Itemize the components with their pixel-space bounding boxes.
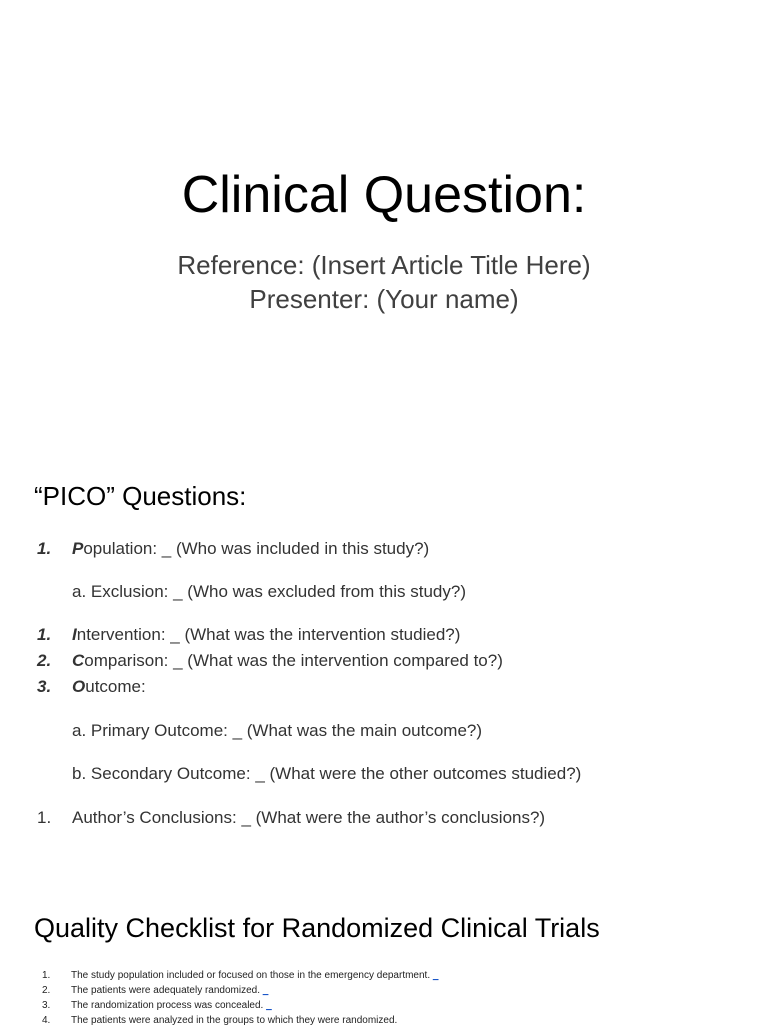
pico-text: opulation: _ (Who was included in this study?) <box>83 539 430 558</box>
list-number: 1. <box>37 808 52 827</box>
pico-initial: I <box>72 625 77 644</box>
list-number: 2. <box>37 651 52 670</box>
list-number: 2. <box>42 985 51 996</box>
list-number: 3. <box>37 677 52 696</box>
answer-blank[interactable]: _ <box>262 985 269 996</box>
reference-line: Reference: (Insert Article Title Here) <box>177 250 591 280</box>
pico-initial: O <box>72 677 86 696</box>
pico-text: Author’s Conclusions: _ (What were the author’s conclusions?) <box>72 808 546 827</box>
page-title: Clinical Question: <box>181 166 587 224</box>
list-number: 4. <box>42 1015 51 1026</box>
answer-blank[interactable]: _ <box>266 1000 272 1011</box>
checklist-text: The randomization process was concealed. <box>71 1000 264 1011</box>
pico-text: omparison: _ (What was the intervention compared to?) <box>84 651 503 670</box>
checklist-text: The study population included or focused on those in the emergency department. <box>71 970 431 981</box>
pico-initial: P <box>72 539 84 558</box>
list-number: 1. <box>37 539 52 558</box>
list-number: 1. <box>37 625 52 644</box>
pico-text: ntervention: _ (What was the intervention studied?) <box>76 625 461 644</box>
pico-heading: “PICO” Questions: <box>34 481 247 511</box>
checklist-text: The patients were adequately randomized. <box>71 985 261 996</box>
pico-subtext: a. Exclusion: _ (Who was excluded from this study?) <box>72 582 466 601</box>
pico-text: utcome: <box>85 677 146 696</box>
answer-blank[interactable]: _ <box>432 970 439 981</box>
list-number: 3. <box>42 1000 51 1011</box>
presenter-line: Presenter: (Your name) <box>249 284 519 314</box>
list-number: 1. <box>42 970 51 981</box>
pico-subtext: a. Primary Outcome: _ (What was the main outcome?) <box>72 721 483 740</box>
pico-subtext: b. Secondary Outcome: _ (What were the other outcomes studied?) <box>72 764 582 783</box>
checklist-text: The patients were analyzed in the groups to which they were randomized. <box>71 1015 398 1026</box>
pico-initial: C <box>72 651 85 670</box>
checklist-heading: Quality Checklist for Randomized Clinical Trials <box>34 913 600 943</box>
